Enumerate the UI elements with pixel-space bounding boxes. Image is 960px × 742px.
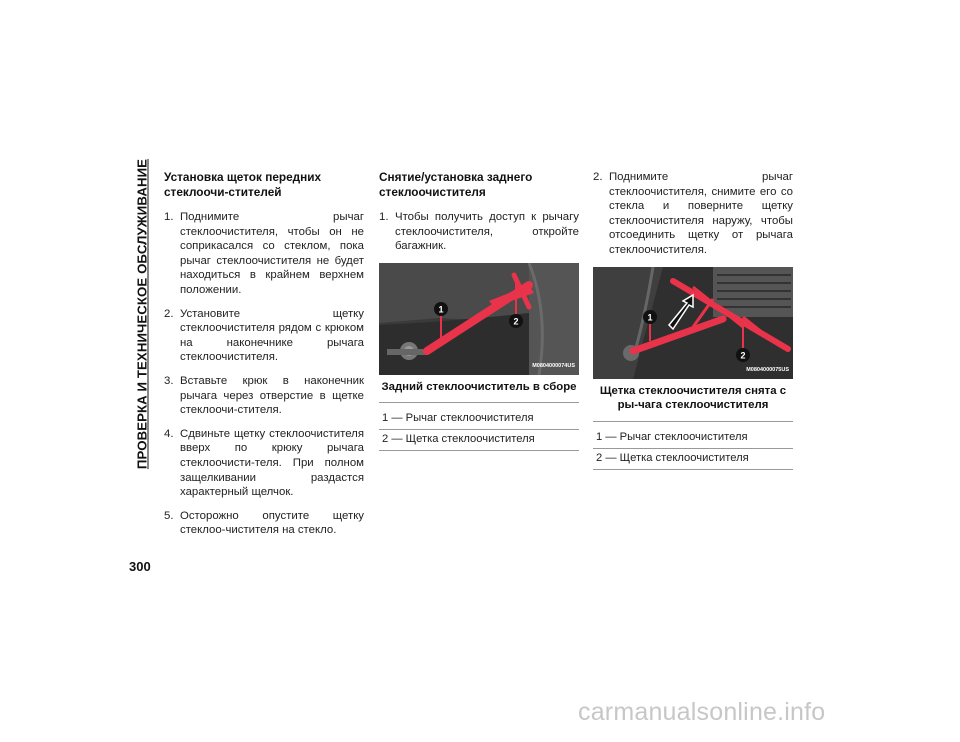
callout-2: 2: [740, 350, 746, 361]
column-rear-wiper: [379, 170, 579, 451]
list-item: 4. Сдвиньте щетку стеклоочистителя вверх по крюку рычага стеклоочисти-теля. При полном защелкивании раздастся характерный щелчок.: [164, 427, 364, 499]
watermark: carmanualsonline.info: [578, 698, 826, 726]
column-rear-wiper-removal: [593, 170, 793, 470]
figure-caption: Задний стеклоочиститель в сборе: [379, 380, 579, 404]
side-chapter-tab: [128, 158, 156, 470]
legend-item: 1 — Рычаг стеклоочистителя: [593, 428, 793, 449]
list-item: 2. Установите щетку стеклоочистителя рядом с крюком на наконечнике рычага стеклоочистителя.: [164, 307, 364, 364]
column-front-wipers: [164, 170, 364, 547]
legend-item: 2 — Щетка стеклоочистителя: [593, 449, 793, 470]
figure-code: M0804000075US: [746, 366, 789, 373]
page-number: 300: [129, 559, 151, 574]
wiper-removed-photo: [593, 267, 793, 379]
legend-item: 1 — Рычаг стеклоочистителя: [379, 409, 579, 430]
figure-code: M0804000074US: [532, 363, 575, 370]
section-title-rear-wiper: Снятие/установка заднего стеклоочистителя: [379, 170, 533, 199]
callout-1: 1: [438, 304, 444, 315]
callout-2: 2: [513, 316, 519, 327]
front-wiper-steps: [164, 210, 364, 538]
wiper-removed-callouts: [593, 267, 793, 379]
chapter-title: ПРОВЕРКА И ТЕХНИЧЕСКОЕ ОБСЛУЖИВАНИЕ: [134, 158, 150, 470]
legend-item: 2 — Щетка стеклоочистителя: [379, 430, 579, 451]
figure-caption: Щетка стеклоочистителя снята с ры-чага стеклоочистителя: [593, 384, 793, 422]
list-item: 3. Вставьте крюк в наконечник рычага через отверстие в щетке стеклоочи-стителя.: [164, 374, 364, 417]
section-title-front-wipers: Установка щеток передних стеклоочи-стителей: [164, 170, 322, 199]
list-item: 1. Чтобы получить доступ к рычагу стеклоочистителя, откройте багажник.: [379, 211, 579, 253]
rear-wiper-callouts: [379, 263, 579, 375]
rear-wiper-photo: [379, 263, 579, 375]
callout-1: 1: [647, 312, 653, 323]
list-item: 2. Поднимите рычаг стеклоочистителя, снимите его со стекла и поверните щетку стеклоочистителя наружу, чтобы отсоединить щетку от рычага стеклоочистителя.: [593, 171, 793, 256]
rear-wiper-removal-steps: [593, 170, 793, 258]
list-item: 1. Поднимите рычаг стеклоочистителя, чтобы он не соприкасался со стеклом, пока рычаг стеклоочистителя не будет находиться в крайнем верхнем положении.: [164, 211, 364, 296]
rear-wiper-steps: [379, 210, 579, 254]
list-item: 5. Осторожно опустите щетку стеклоо-чистителя на стекло.: [164, 509, 364, 537]
